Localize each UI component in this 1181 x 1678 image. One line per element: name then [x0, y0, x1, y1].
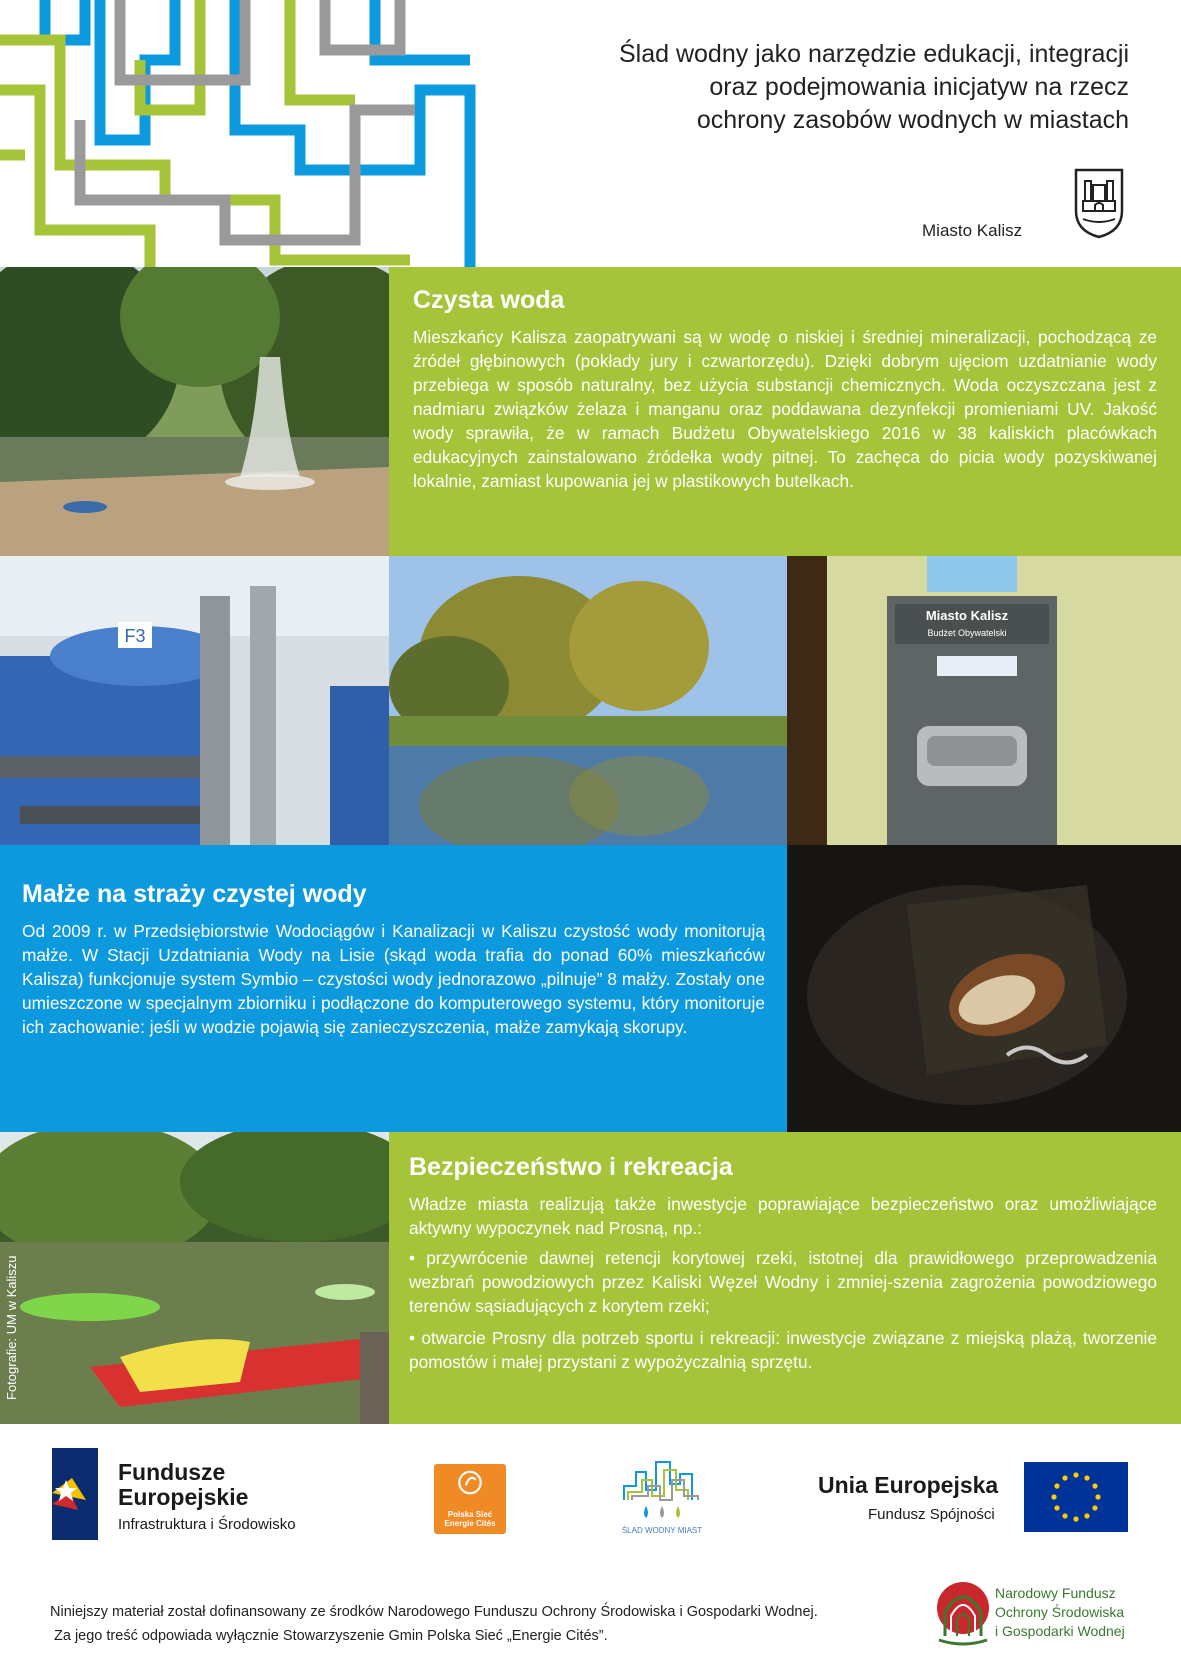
- photo-river-trees: [389, 556, 787, 845]
- photo-credit: Fotografie: UM w Kaliszu: [4, 1255, 19, 1400]
- ec-text-1: Polska Sieć: [447, 1510, 493, 1519]
- title-line-3: ochrony zasobów wodnych w miastach: [696, 106, 1129, 134]
- fe-flag-icon: [52, 1448, 98, 1540]
- page-title: [509, 38, 1129, 137]
- photo-drinking-fountain: [787, 556, 1181, 845]
- footer-line-2: Za jego treść odpowiada wyłącznie Stowarzyszenie Gmin Polska Sieć „Energie Cités”.: [54, 1628, 608, 1644]
- city-name: Miasto Kalisz: [922, 221, 1023, 240]
- fountain-sign-1: Miasto Kalisz: [925, 608, 1009, 623]
- decorative-city-lines: [0, 0, 520, 267]
- logo-nfosigw: [935, 1578, 1135, 1650]
- section-heading: Bezpieczeństwo i rekreacja: [409, 1153, 733, 1181]
- logo-slad-wodny-miast: [618, 1456, 706, 1540]
- nfos-line-2: Ochrony Środowiska: [995, 1604, 1125, 1620]
- section-body: Mieszkańcy Kalisza zaopatrywani są w wodę o niskiej i średniej mineralizacji, pochodzącą ze źródeł głębinowych (pokłady jury i czwartorzędu). Dzięki dobrym ujęciom uzdatnianie wody przebiega w sposób naturalny, bez użycia substancji chemicznych. Woda oczyszczana jest z nadmiaru związków żelaza i manganu oraz poddawana dezynfekcji promieniami UV. Jakość wody sprawiła, że w ramach Budżetu Obywatelskiego 2016 w 38 kaliskich placówkach edukacyjnych zainstalowano źródełka wody pitnej. To zachęca do picia wody pozyskiwanej lokalnie, zamiast kupowania jej w plastikowych butelkach.: [413, 327, 1157, 491]
- section-mussels: [0, 845, 787, 1132]
- bullet-list: [409, 1246, 1157, 1374]
- nfos-line-3: i Gospodarki Wodnej: [995, 1623, 1125, 1639]
- fe-line-3: Infrastruktura i Środowisko: [118, 1516, 296, 1533]
- header: [0, 0, 1181, 267]
- list-item: • otwarcie Prosny dla potrzeb sportu i rekreacji: inwestycje związane z miejską plażą, tworzenie pomostów i małej przystani z wypożyczalnią sprzętu.: [409, 1328, 1157, 1372]
- section-safety: [389, 1132, 1181, 1424]
- title-line-1: Ślad wodny jako narzędzie edukacji, integracji: [618, 40, 1129, 68]
- city-skyline-icon: [618, 1456, 706, 1526]
- logo-energie-cites: [434, 1464, 506, 1534]
- footer-disclaimer: [50, 1600, 818, 1648]
- section-heading: Małże na straży czystej wody: [22, 880, 367, 908]
- fountain-sign-2: Budżet Obywatelski: [927, 628, 1007, 638]
- nfos-line-1: Narodowy Fundusz: [995, 1585, 1116, 1601]
- photo-pedal-boats: [0, 1132, 389, 1424]
- nfosigw-tree-icon: [935, 1578, 995, 1650]
- list-item: • przywrócenie dawnej retencji korytowej rzeki, istotnej dla prawidłowego przeprowadzenia wezbrań powodziowych przez Kaliski Węzeł Wodny i zmniej-szenia zagrożenia powodziowego terenów sąsiadujących z korytem rzeki;: [409, 1248, 1157, 1316]
- photo-river-fountain: [0, 267, 389, 556]
- fe-line-2: Europejskie: [118, 1484, 249, 1510]
- photo-mussel: [787, 845, 1181, 1132]
- swm-text: ŚLAD WODNY MIAST: [621, 1526, 703, 1535]
- tank-label: F3: [124, 626, 146, 646]
- fe-line-1: Fundusze: [118, 1459, 226, 1485]
- title-line-2: oraz podejmowania inicjatyw na rzecz: [709, 73, 1129, 101]
- section-heading: Czysta woda: [413, 286, 565, 314]
- photo-filter-tanks: [0, 556, 389, 845]
- section-body: Od 2009 r. w Przedsiębiorstwie Wodociągów i Kanalizacji w Kaliszu czystość wody monitorują małże. W Stacji Uzdatniania Wody na Lisie (skąd woda trafia do ponad 60% mieszkańców Kalisza) funkcjonuje system Symbio – czystości wody jednorazowo „pilnuje” 8 małży. Zostały one umieszczone w specjalnym zbiorniku i podłączone do komputerowego systemu, który monitoruje ich zachowanie: jeśli w wodzie pojawią się zanieczyszczenia, małże zamykają skorupy.: [22, 921, 765, 1037]
- energie-cites-icon: [434, 1464, 506, 1514]
- logo-fundusze-europejskie: [52, 1448, 332, 1540]
- ue-line-1: Unia Europejska: [818, 1472, 999, 1498]
- ec-text-2: Energie Cités: [444, 1519, 496, 1528]
- kalisz-crest-icon: [1073, 167, 1125, 239]
- eu-flag-icon: [1024, 1462, 1128, 1532]
- footer-line-1: Niniejszy materiał został dofinansowany ze środków Narodowego Funduszu Ochrony Środowiska i Gospodarki Wodnej.: [50, 1604, 818, 1620]
- section-clean-water: [389, 267, 1181, 556]
- ue-line-2: Fundusz Spójności: [868, 1506, 995, 1523]
- section-body: Władze miasta realizują także inwestycje poprawiające bezpieczeństwo oraz umożliwiające aktywny wypoczynek nad Prosną, np.:: [409, 1194, 1157, 1238]
